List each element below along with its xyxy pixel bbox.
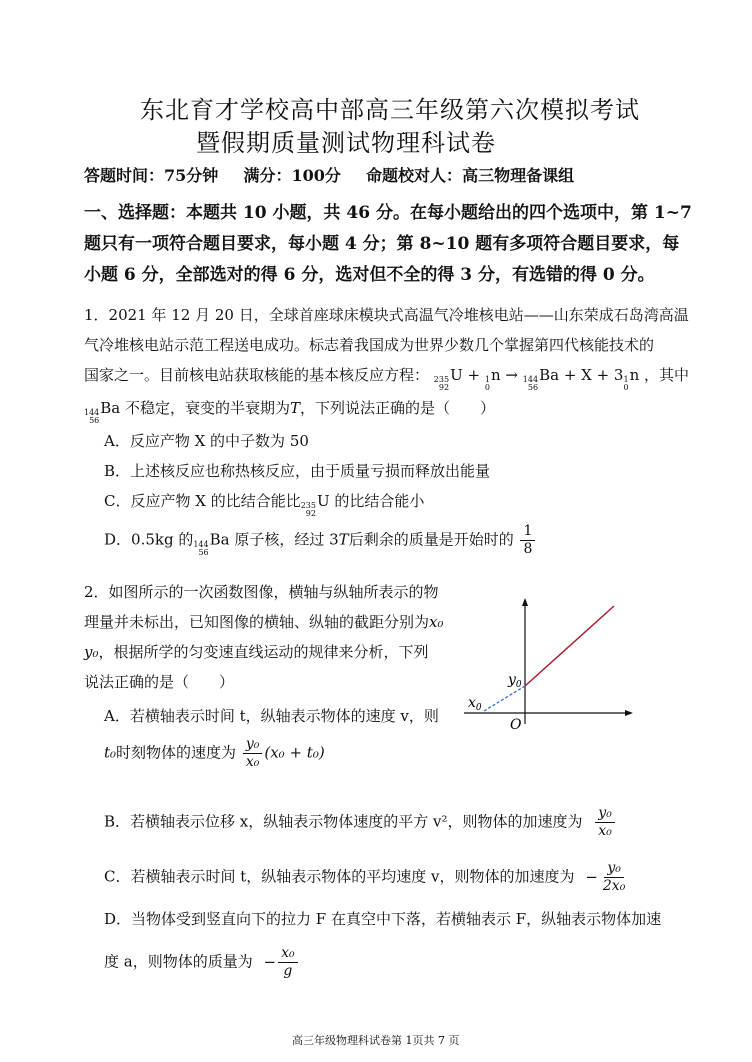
- q1-line4: 144 56 Ba 不稳定，衰变的半衰期为T，下列说法正确的是（ ）: [84, 399, 496, 425]
- n-iso: 1 0: [484, 375, 490, 392]
- x0-symbol: x₀: [429, 613, 444, 631]
- time-unit: 分钟: [186, 166, 219, 185]
- fraction-one-eighth: $\frac{1}{8}$: [520, 523, 535, 558]
- ba-iso-2: 144 56: [84, 408, 100, 425]
- linear-function-graph: [460, 596, 635, 736]
- q2-line1: 2．如图所示的一次函数图像，横轴与纵轴所表示的物: [84, 583, 439, 601]
- q2-option-b: B．若横轴表示位移 x，纵轴表示物体速度的平方 v²，则物体的加速度为 $\frac{\text{y₀}}{\text{x₀}}$: [104, 805, 617, 840]
- author-value: 高三物理备课组: [462, 166, 575, 185]
- q2-option-d-line2: 度 a，则物体的质量为 − $\frac{\text{x₀}}{g}$: [104, 945, 300, 980]
- q1-option-d: D．0.5kg 的 144 56 Ba 原子核，经过 3T后剩余的质量是开始时的 $\frac{1}{8}$: [104, 523, 537, 558]
- score-label: 满分：: [243, 166, 292, 185]
- q1-line3: [84, 364, 689, 392]
- score-value: 100: [291, 166, 325, 185]
- score-unit: 分: [324, 166, 341, 185]
- section1-line3: 小题 6 分，全部选对的得 6 分，选对但不全的得 3 分，有选错的得 0 分。: [84, 265, 655, 285]
- q1-option-c: C．反应产物 X 的比结合能比 235 92 U 的比结合能小: [104, 492, 425, 518]
- fraction-d: $\frac{\text{x₀}}{g}$: [278, 945, 298, 980]
- section1-line2: 题只有一项符合题目要求，每小题 4 分；第 8~10 题有多项符合题目要求，每: [84, 234, 680, 254]
- section1-line1: 一、选择题：本题共 10 小题，共 46 分。在每小题给出的四个选项中，第 1~7: [84, 203, 692, 223]
- nuclear-equation: 235 92 U + 1 0 n → 144 56 Ba + X + 3 1 0 n: [433, 366, 640, 392]
- q2-option-a-line2: t₀时刻物体的速度为 $\frac{\text{y₀}}{\text{x₀}}$ (x₀ + t₀): [104, 736, 325, 770]
- half-life-T: T: [290, 399, 301, 417]
- title-line2: 暨假期质量测试物理科试卷: [196, 129, 496, 157]
- u-iso-2: 235 92: [300, 501, 316, 518]
- ba-iso: 144 56: [522, 375, 539, 392]
- title-line1: 东北育才学校高中部高三年级第六次模拟考试: [140, 96, 640, 124]
- x0-label: $x_0$: [468, 695, 482, 713]
- q1-option-a: A．反应产物 X 的中子数为 50: [104, 432, 309, 450]
- fraction-c: $\frac{\text{y₀}}{\text{2x₀}}$: [602, 860, 626, 894]
- ba-iso-3: 144 56: [193, 539, 209, 557]
- q2-line2: 理量并未标出，已知图像的横轴、纵轴的截距分别为x₀: [84, 613, 444, 631]
- q2-line3: y₀，根据所学的匀变速直线运动的规律来分析，下列: [84, 643, 429, 661]
- time-value: 75: [164, 166, 187, 185]
- y0-symbol: y₀: [84, 643, 99, 661]
- page-footer: 高三年级物理科试卷第 1页共 7 页: [292, 1034, 460, 1047]
- exam-meta: [84, 163, 574, 186]
- u-iso: 235 92: [433, 375, 450, 392]
- author-label: 命题校对人：: [366, 166, 463, 185]
- q1-line3-post: ，其中: [644, 366, 690, 384]
- q2-option-c: C．若横轴表示时间 t，纵轴表示物体的平均速度 v，则物体的加速度为 − $\frac{\text{y₀}}{\text{2x₀}}$: [104, 860, 630, 895]
- y-axis-arrow: [522, 598, 528, 606]
- origin-label: O: [510, 717, 522, 733]
- q2-option-d-line1: D．当物体受到竖直向下的拉力 F 在真空中下落，若横轴表示 F，纵轴表示物体加速: [104, 910, 662, 928]
- x-axis-arrow: [625, 710, 633, 716]
- q2-line4: 说法正确的是（ ）: [84, 673, 235, 691]
- q2-option-a-line1: A．若横轴表示时间 t，纵轴表示物体的速度 v，则: [104, 707, 439, 725]
- q1-line1: 1．2021 年 12 月 20 日，全球首座球床模块式高温气冷堆核电站——山东荣成石岛湾高温: [84, 306, 689, 324]
- fraction-b: $\frac{\text{y₀}}{\text{x₀}}$: [595, 805, 615, 840]
- n2-iso: 1 0: [623, 375, 629, 392]
- time-label: 答题时间：: [84, 166, 165, 185]
- q1-line2: 气冷堆核电站示范工程送电成功。标志着我国成为世界少数几个掌握第四代核能技术的: [84, 336, 655, 354]
- q1-line3-pre: 国家之一。目前核电站获取核能的基本核反应方程：: [84, 366, 430, 384]
- function-line: [525, 606, 614, 686]
- fraction-y0-x0: $\frac{\text{y₀}}{\text{x₀}}$: [243, 736, 263, 771]
- q1-option-b: B．上述核反应也称热核反应，由于质量亏损而释放出能量: [104, 462, 491, 480]
- y0-label: $y_0$: [508, 672, 522, 690]
